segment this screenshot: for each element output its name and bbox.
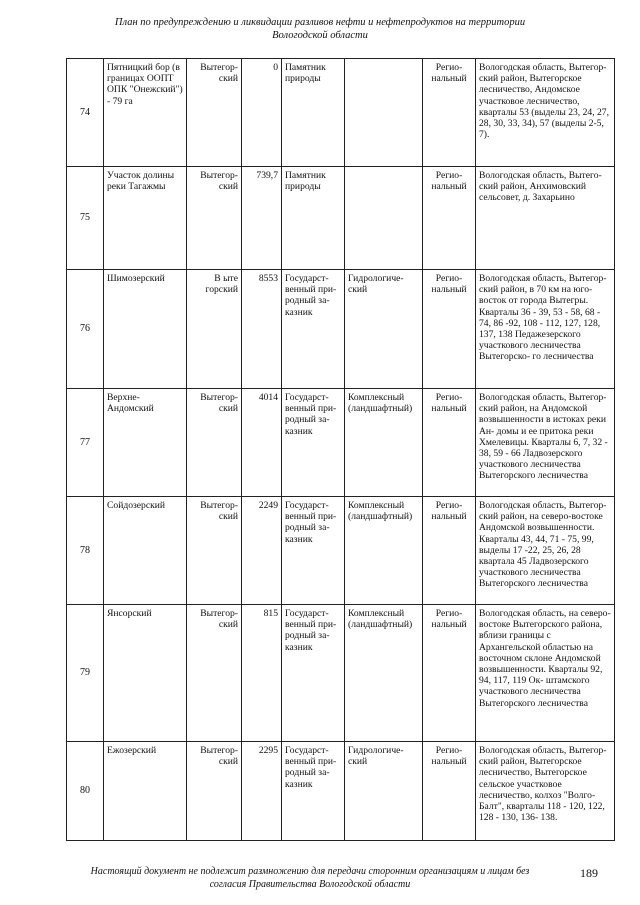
significance: Регио-нальный (423, 167, 476, 270)
significance: Регио-нальный (423, 389, 476, 497)
category: Государст-венный при-родный за-казник (282, 270, 345, 389)
row-number: 79 (67, 605, 104, 742)
area-name: Янсорский (104, 605, 187, 742)
significance: Регио-нальный (423, 605, 476, 742)
area-name: Шимозерский (104, 270, 187, 389)
page-header (0, 16, 640, 42)
table-row (67, 167, 615, 270)
table-row (67, 270, 615, 389)
row-number: 78 (67, 497, 104, 605)
table-row (67, 742, 615, 841)
area-size: 739,7 (242, 167, 282, 270)
category: Государст-венный при-родный за-казник (282, 605, 345, 742)
area-size: 2295 (242, 742, 282, 841)
table-row (67, 59, 615, 167)
profile: Комплексный (ландшафтный) (345, 389, 423, 497)
district: Вытегор-ский (187, 742, 242, 841)
category: Государст-венный при-родный за-казник (282, 389, 345, 497)
significance: Регио-нальный (423, 270, 476, 389)
location: Вологодская область, на северо- востоке Вытегорского района, вблизи границы с Архангельской областью на восточном склоне Андомской возвышенности. Кварталы 92, 94, 117, 119 Ок- штамского участкового лесничества Вытегорского лесничества (476, 605, 615, 742)
significance: Регио-нальный (423, 497, 476, 605)
location: Вологодская область, Вытегор- ский район, Вытегорское лесничество, Андомское участковое лесничество, кварталы 53 (выделы 23, 24, 27, 28, 30, 33, 34), 57 (выделы 2-5, 7). (476, 59, 615, 167)
area-name: Участок долины реки Тагажмы (104, 167, 187, 270)
row-number: 76 (67, 270, 104, 389)
footer-line-1: Настоящий документ не подлежит размножению для передачи сторонним организациям и лицам без (90, 866, 530, 877)
area-size: 815 (242, 605, 282, 742)
category: Памятник природы (282, 167, 345, 270)
page-footer (70, 866, 550, 891)
district: Вытегор-ский (187, 389, 242, 497)
category: Памятник природы (282, 59, 345, 167)
location: Вологодская область, Вытего- ский район, Анхимовский сельсовет, д. Захарьино (476, 167, 615, 270)
profile: Гидрологиче-ский (345, 742, 423, 841)
row-number: 80 (67, 742, 104, 841)
area-size: 2249 (242, 497, 282, 605)
area-name: Сойдозерский (104, 497, 187, 605)
category: Государст-венный при-родный за-казник (282, 742, 345, 841)
district: Вытегор-ский (187, 497, 242, 605)
district: Вытегор-ский (187, 59, 242, 167)
district: В ыте горский (187, 270, 242, 389)
area-size: 0 (242, 59, 282, 167)
profile: Комплексный (ландшафтный) (345, 497, 423, 605)
category: Государст-венный при-родный за-казник (282, 497, 345, 605)
location: Вологодская область, Вытегор- ский район, в 70 км на юго- восток от города Вытегры. Кварталы 36 - 39, 53 - 58, 68 - 74, 86 -92, 108 - 112, 127, 128, 137, 138 Педажезерского участкового лесничества Вытегорско- го лесничества (476, 270, 615, 389)
profile (345, 167, 423, 270)
table-row (67, 605, 615, 742)
row-number: 74 (67, 59, 104, 167)
table-row (67, 389, 615, 497)
header-line-1: План по предупреждению и ликвидации разливов нефти и нефтепродуктов на территории (114, 17, 526, 28)
district: Вытегор-ский (187, 605, 242, 742)
area-name: Верхне- Андомский (104, 389, 187, 497)
location: Вологодская область, Вытегор- ский район, Вытегорское лесничество, Вытегорское сельское участковое лесничество, колхоз "Волго-Балт", кварталы 118 - 120, 122, 128 - 130, 136- 138. (476, 742, 615, 841)
footer-line-2: согласия Правительства Вологодской области (209, 878, 411, 890)
profile (345, 59, 423, 167)
area-name: Пятницкий бор (в границах ООПТ ОПК "Онежский") - 79 га (104, 59, 187, 167)
header-line-2: Вологодской области (272, 30, 368, 41)
area-size: 4014 (242, 389, 282, 497)
location: Вологодская область, Вытегор- ский район, на Андомской возвышенности в истоках реки Ан- домы и ее притока реки Хмелевицы. Кварталы 6, 7, 32 - 38, 59 - 66 Ладвозерского участкового лесничества Вытегорского лесничества (476, 389, 615, 497)
protected-areas-table (66, 58, 615, 841)
area-size: 8553 (242, 270, 282, 389)
table-row (67, 497, 615, 605)
significance: Регио-нальный (423, 742, 476, 841)
area-name: Ежозерский (104, 742, 187, 841)
page-number: 189 (580, 866, 598, 880)
row-number: 75 (67, 167, 104, 270)
location: Вологодская область, Вытегор- ский район, на северо-востоке Андомской возвышенности. Кварталы 43, 44, 71 - 75, 99, выделы 17 -22, 25, 26, 28 квартала 45 Ладвозерского участкового лесничества Вытегорского лесничества (476, 497, 615, 605)
profile: Гидрологиче-ский (345, 270, 423, 389)
row-number: 77 (67, 389, 104, 497)
significance: Регио-нальный (423, 59, 476, 167)
profile: Комплексный (ландшафтный) (345, 605, 423, 742)
district: Вытегор-ский (187, 167, 242, 270)
